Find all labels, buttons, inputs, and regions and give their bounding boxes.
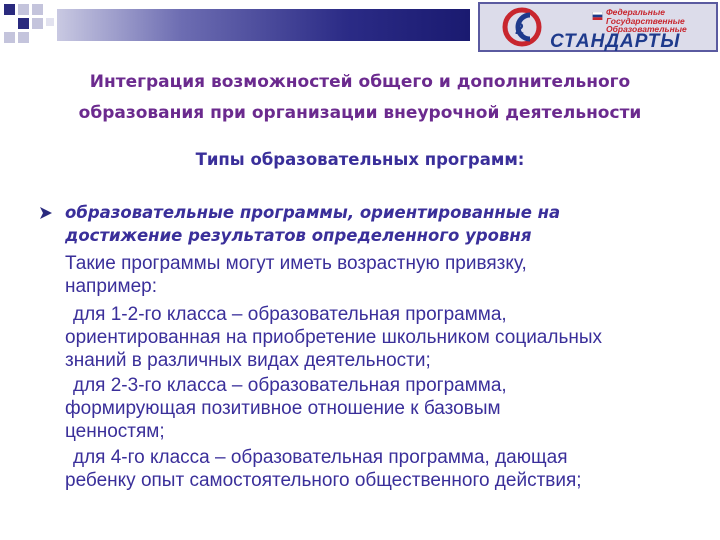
title-line-1: Интеграция возможностей общего и дополнительного <box>89 72 631 92</box>
russian-flag-icon <box>592 12 603 20</box>
para-text: например: <box>65 276 158 297</box>
para-line <box>65 374 695 397</box>
para-line <box>65 469 695 492</box>
para-text: для 1-2-го класса – образовательная программа, <box>73 304 507 325</box>
para-line <box>65 326 695 349</box>
para-text: Такие программы могут иметь возрастную привязку, <box>65 253 527 274</box>
para-line <box>65 446 695 469</box>
para-text: для 4-го класса – образовательная программа, дающая <box>73 447 568 468</box>
fgos-logo <box>478 2 718 52</box>
bullet-item <box>65 201 685 247</box>
paragraph-intro <box>65 252 695 298</box>
para-text: ценностям; <box>65 421 165 442</box>
decor-square <box>4 32 15 43</box>
decor-square <box>18 32 29 43</box>
para-line <box>65 275 695 298</box>
para-line <box>65 252 695 275</box>
decor-square <box>32 4 43 15</box>
decor-square <box>18 4 29 15</box>
decor-square <box>4 4 15 15</box>
para-text: формирующая позитивное отношение к базовым <box>65 398 501 419</box>
para-text: для 2-3-го класса – образовательная программа, <box>73 375 507 396</box>
slide-header <box>0 0 720 56</box>
para-line <box>65 397 695 420</box>
paragraph-grade-2-3 <box>65 374 695 443</box>
title-line-2: образования при организации внеурочной деятельности <box>78 103 642 123</box>
header-gradient-band <box>57 9 470 41</box>
para-line <box>65 303 695 326</box>
para-text: ребенку опыт самостоятельного общественного действия; <box>65 470 582 491</box>
logo-line-2: Государственные <box>606 15 685 26</box>
paragraph-grade-4 <box>65 446 695 492</box>
para-line <box>65 349 695 372</box>
logo-line-3: Образовательные <box>606 24 687 34</box>
bullet-line-2: достижение результатов определенного уровня <box>65 226 532 245</box>
slide-title <box>20 67 700 129</box>
logo-line-1: Федеральные <box>606 7 665 17</box>
arrow-bullet-icon <box>40 207 52 219</box>
decor-square <box>18 18 29 29</box>
paragraph-grade-1-2 <box>65 303 695 372</box>
slide-subtitle: Типы образовательных программ: <box>195 150 525 169</box>
para-line <box>65 420 695 443</box>
fgos-emblem-icon <box>500 7 550 51</box>
para-text: ориентированная на приобретение школьником социальных <box>65 327 603 348</box>
logo-big-text: СТАНДАРТЫ <box>550 31 681 52</box>
svg-text:2: 2 <box>515 21 524 38</box>
decor-square <box>32 18 43 29</box>
decor-square <box>46 18 54 26</box>
logo-small-text <box>606 8 687 34</box>
para-text: знаний в различных видах деятельности; <box>65 350 431 371</box>
bullet-line-1: образовательные программы, ориентированные на <box>65 203 561 222</box>
